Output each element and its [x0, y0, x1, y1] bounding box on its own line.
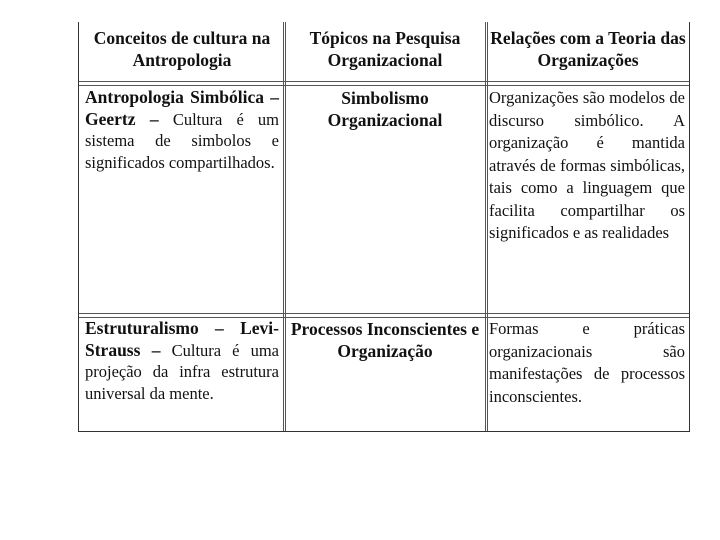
column-divider-1: [283, 22, 284, 431]
column-divider-3: [485, 22, 486, 431]
row-divider-top: [79, 313, 689, 314]
header-divider-top: [79, 81, 689, 82]
row1-concept-title: Antropologia Simbólica – Geertz –: [85, 87, 279, 129]
row1-concept-text: Cultura é um sistema de simbolos e significados compartilhados.: [85, 109, 280, 172]
column-divider-4: [487, 22, 488, 431]
column-divider-2: [285, 22, 286, 431]
row2-relation-cell: Formas e práticas organizacionais são manifestações de processos inconscientes.: [489, 319, 685, 406]
row2-concept-text: Cultura é uma projeção da infra estrutura universal da mente.: [85, 340, 279, 403]
row2-concept-title: Estruturalismo – Levi-Strauss –: [85, 318, 279, 360]
header-cell-relations: Relações com a Teoria das Organizações: [490, 28, 686, 70]
row2-topic-cell: Processos Inconscientes e Organização: [290, 319, 480, 361]
row1-concept-cell: [85, 87, 279, 173]
row1-relation-cell: Organizações são modelos de discurso simbólico. A organização é mantida através de formas simbólicas, tais como a linguagem que facilita compartilhar os significados e as realidades: [489, 88, 685, 242]
header-cell-concepts: Conceitos de cultura na Antropologia: [93, 28, 271, 70]
header-cell-topics: Tópicos na Pesquisa Organizacional: [309, 28, 461, 70]
row2-concept-cell: [85, 318, 279, 404]
culture-concepts-table: [78, 22, 690, 432]
row1-topic-cell: Simbolismo Organizacional: [327, 88, 443, 130]
header-divider-bottom: [79, 85, 689, 86]
